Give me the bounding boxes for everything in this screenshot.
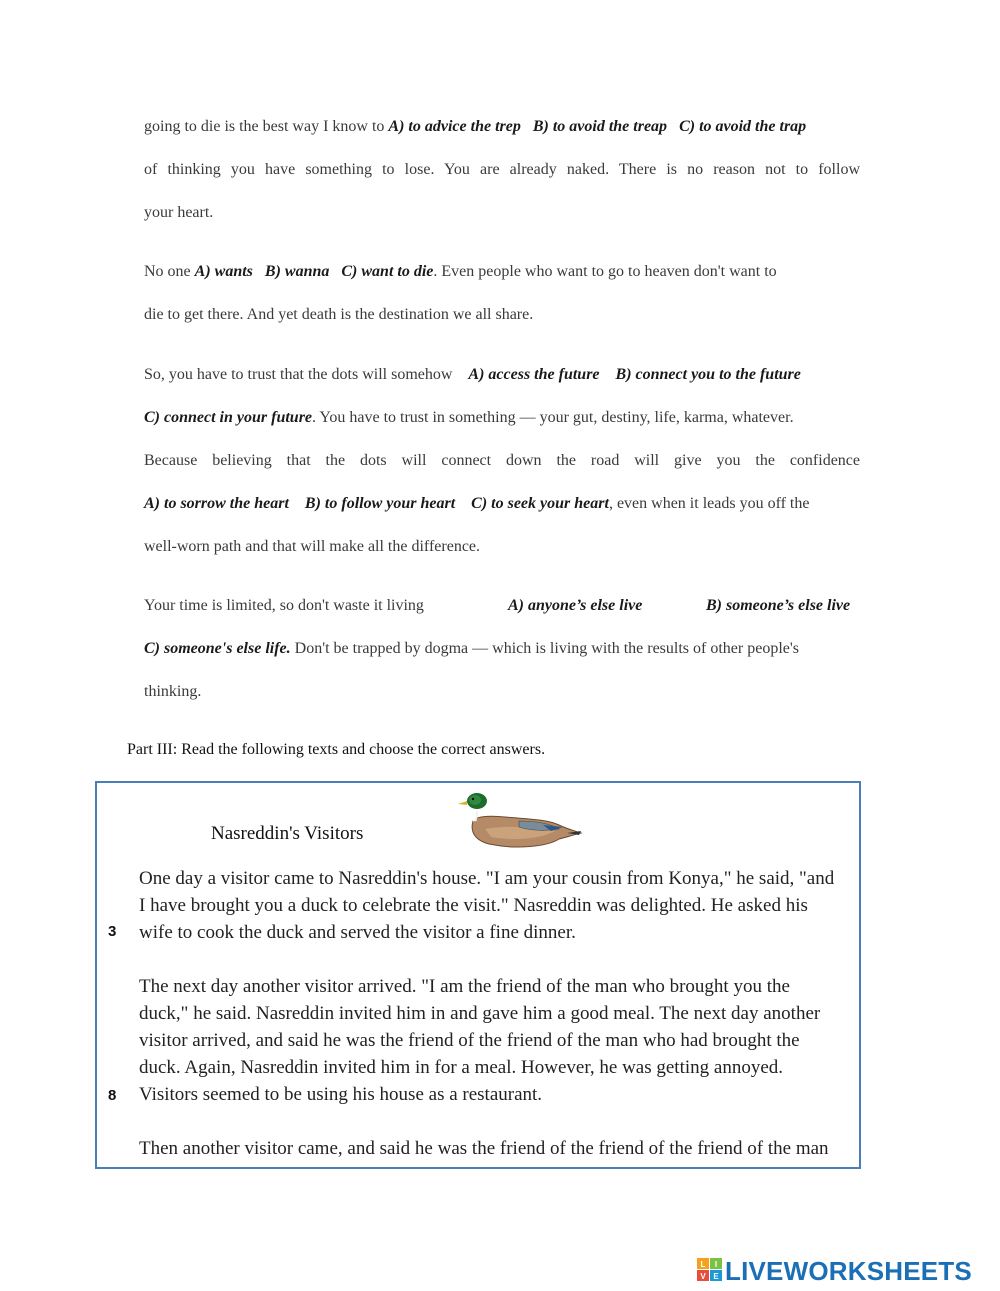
p3-line-1 <box>144 365 860 385</box>
story-line: I have brought you a duck to celebrate the visit." Nasreddin was delighted. He asked his <box>139 895 808 916</box>
p4-line-3: thinking. <box>144 683 202 700</box>
p3-line-3: Because believing that the dots will connect down the road will give you the confidence <box>144 452 860 469</box>
p3-option-b[interactable]: B) connect you to the future <box>615 366 801 383</box>
p4-text: Your time is limited, so don't waste it living <box>144 597 424 614</box>
p3-text-after: . You have to trust in something — your gut, destiny, life, karma, whatever. <box>312 409 794 426</box>
passage-box <box>95 781 861 1169</box>
p2-option-b[interactable]: B) wanna <box>264 263 330 280</box>
p3-option-a[interactable]: A) access the future <box>468 366 600 383</box>
svg-text:I: I <box>714 1260 718 1269</box>
p2-option-a[interactable]: A) wants <box>194 263 253 280</box>
story-line: duck. Again, Nasreddin invited him in for a meal. However, he was getting annoyed. <box>139 1057 784 1078</box>
p3-text-after-2: , even when it leads you off the <box>608 495 810 512</box>
p4-option-b[interactable]: B) someone’s else live <box>706 597 851 614</box>
p1-option-b[interactable]: B) to avoid the treap <box>532 118 668 135</box>
p3-line-2 <box>144 408 860 428</box>
p1-line-3: your heart. <box>144 204 214 221</box>
story-line: Then another visitor came, and said he was the friend of the friend of the friend of the man <box>139 1138 829 1159</box>
p3-2-option-a[interactable]: A) to sorrow the heart <box>144 495 289 512</box>
passage-title: Nasreddin's Visitors <box>211 823 364 844</box>
p1-line-2: of thinking you have something to lose. You are already naked. There is no reason not to follow <box>144 161 860 178</box>
p1-line-1 <box>144 117 860 137</box>
p2-option-c[interactable]: C) want to die <box>341 263 434 280</box>
svg-text:L: L <box>700 1260 706 1269</box>
p2-line-1 <box>144 262 860 282</box>
story-line: duck," he said. Nasreddin invited him in and gave him a good meal. The next day another <box>139 1003 821 1024</box>
p3-text: So, you have to trust that the dots will somehow <box>144 366 453 383</box>
p1-text: going to die is the best way I know to <box>144 118 389 135</box>
p4-line-1 <box>144 596 860 616</box>
p3-2-option-c[interactable]: C) to seek your heart <box>471 495 609 512</box>
svg-text:E: E <box>713 1272 719 1281</box>
liveworksheets-badge-icon <box>697 1258 723 1282</box>
p1-option-a[interactable]: A) to advice the trep <box>388 118 521 135</box>
story-line: Visitors seemed to be using his house as a restaurant. <box>139 1084 543 1105</box>
story-line: visitor arrived, and said he was the friend of the friend of the man who had brought the <box>139 1030 800 1051</box>
line-number-3: 3 <box>108 923 117 940</box>
story-line: The next day another visitor arrived. "I am the friend of the man who brought you the <box>139 976 790 997</box>
p3-2-option-b[interactable]: B) to follow your heart <box>304 495 456 512</box>
p3-option-c[interactable]: C) connect in your future <box>144 409 313 426</box>
p4-option-a[interactable]: A) anyone’s else live <box>508 597 643 614</box>
p4-option-c[interactable]: C) someone's else life. <box>144 640 291 657</box>
story-line: One day a visitor came to Nasreddin's house. "I am your cousin from Konya," he said, "and <box>139 868 835 889</box>
story-line: wife to cook the duck and served the visitor a fine dinner. <box>139 922 576 943</box>
p4-text-after: Don't be trapped by dogma — which is living with the results of other people's <box>290 640 799 657</box>
p4-line-2 <box>144 639 860 659</box>
p2-text: No one <box>144 263 195 280</box>
p2-line-2: die to get there. And yet death is the destination we all share. <box>144 306 534 323</box>
duck-illustration-icon <box>455 791 585 851</box>
p3-line-5: well-worn path and that will make all the difference. <box>144 538 481 555</box>
part-3-heading: Part III: Read the following texts and choose the correct answers. <box>127 741 546 758</box>
p2-text-after: . Even people who want to go to heaven don't want to <box>433 263 777 280</box>
p1-option-c[interactable]: C) to avoid the trap <box>679 118 807 135</box>
logo-text: LIVEWORKSHEETS <box>725 1256 972 1286</box>
p3-line-4 <box>144 494 860 514</box>
svg-text:V: V <box>700 1272 706 1281</box>
line-number-8: 8 <box>108 1087 117 1104</box>
